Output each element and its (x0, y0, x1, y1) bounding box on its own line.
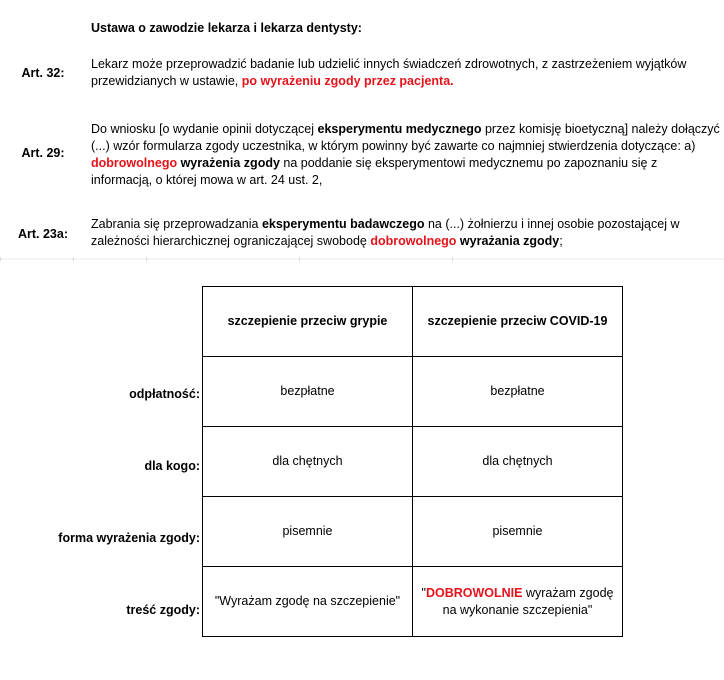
article-segment: ; (559, 234, 563, 248)
comparison-table (202, 286, 623, 637)
quote-mark: " (421, 585, 426, 600)
column-header-covid: szczepienie przeciw COVID-19 (413, 287, 623, 357)
document-title: Ustawa o zawodzie lekarza i lekarza dentysty: (91, 21, 362, 35)
table-cell: bezpłatne (203, 357, 413, 427)
table-row (203, 497, 623, 567)
row-label-consent-content: treść zgody: (126, 603, 200, 617)
article-label-23a: Art. 23a: (17, 227, 69, 241)
article-segment-bold: eksperymentu medycznego (317, 122, 482, 136)
table-row (203, 427, 623, 497)
table-cell: bezpłatne (413, 357, 623, 427)
article-text-29 (91, 121, 721, 189)
article-text-23a (91, 216, 721, 250)
table-cell-covid-consent (413, 567, 623, 637)
table-row (203, 567, 623, 637)
row-label-payment: odpłatność: (129, 387, 200, 401)
article-label-32: Art. 32: (21, 66, 65, 80)
article-segment: Do wniosku [o wydanie opinii dotyczącej (91, 122, 318, 136)
article-segment-emphasis: dobrowolnego (91, 156, 178, 170)
consent-emphasis: DOBROWOLNIE (425, 585, 523, 600)
row-label-target: dla kogo: (144, 459, 200, 473)
article-segment-bold: wyrażenia zgody (177, 156, 280, 170)
article-segment: Lekarz może przeprowadzić badanie lub udzielić innych świadczeń zdrowotnych, z zastrzeżeniem wyjątków przewidzianych w ustawie, (91, 57, 687, 88)
grid-divider (0, 258, 724, 260)
grid-tick (146, 257, 147, 261)
table-cell: pisemnie (203, 497, 413, 567)
article-text-32 (91, 56, 721, 90)
consent-text: wyrażam zgodę na wykonanie szczepienia" (442, 585, 614, 617)
article-segment: na poddanie się eksperymentowi medycznemu po zapoznaniu się z informacją, o której mowa w art. 24 ust. 2, (91, 156, 658, 187)
article-segment: Zabrania się przeprowadzania (91, 217, 262, 231)
article-segment: na (...) żołnierzu i innej osobie pozostającej w zależności hierarchicznej ograniczającej swobodę (91, 217, 680, 248)
column-header-flu: szczepienie przeciw grypie (203, 287, 413, 357)
article-segment: przez komisję bioetyczną] należy dołączyć (...) wzór formularza zgody uczestnika, w którym powinny być zawarte co najmniej stwierdzenia dotyczące: a) (91, 122, 720, 153)
table-cell: dla chętnych (203, 427, 413, 497)
grid-tick (452, 257, 453, 261)
table-cell: dla chętnych (413, 427, 623, 497)
table-cell: pisemnie (413, 497, 623, 567)
table-row (203, 357, 623, 427)
table-cell: "Wyrażam zgodę na szczepienie" (203, 567, 413, 637)
article-segment-bold: wyrażania zgody (456, 234, 560, 248)
grid-tick (73, 257, 74, 261)
table-header-row (203, 287, 623, 357)
article-segment-bold: eksperymentu badawczego (261, 217, 425, 231)
article-segment-emphasis: dobrowolnego (370, 234, 457, 248)
row-label-consent-form: forma wyrażenia zgody: (58, 531, 200, 545)
grid-tick (299, 257, 300, 261)
article-label-29: Art. 29: (21, 146, 65, 160)
grid-tick (0, 257, 1, 261)
article-segment-emphasis: po wyrażeniu zgody przez pacjenta. (241, 74, 454, 88)
